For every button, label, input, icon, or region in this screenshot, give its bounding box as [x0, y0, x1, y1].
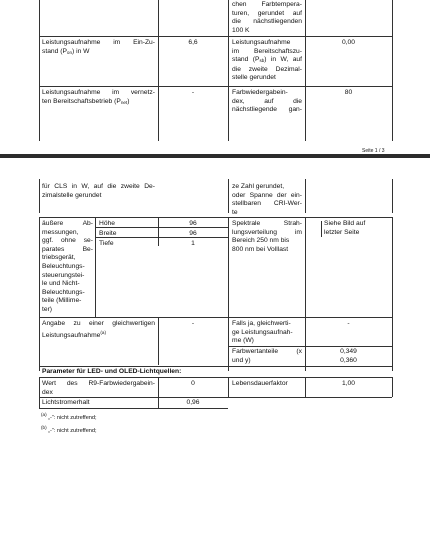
- table-line: [39, 397, 392, 398]
- footnotes: [41, 410, 97, 436]
- on-power-value: 6,6: [188, 39, 198, 46]
- dim-width-label: Breite: [99, 230, 117, 237]
- chromaticity-values: 0,349 0,360: [340, 348, 357, 364]
- table-line: [392, 377, 393, 397]
- chromaticity-label: Farbwertanteile (x und y): [232, 348, 302, 364]
- dim-depth-value: 1: [191, 240, 195, 247]
- table-line: [228, 346, 392, 347]
- on-power-label: Leistungsaufnahme im Ein-Zu- stand $(P_{on})$ in W: [42, 39, 155, 55]
- table-line: [392, 0, 393, 141]
- table-line: [95, 217, 96, 317]
- page-separator: [0, 154, 430, 158]
- footnote: $^{(b)}$ „-“: nicht zutreffend;: [41, 425, 97, 434]
- table-line: [305, 0, 306, 141]
- standby-power-label: Leistungsaufnahme im Bereitschaftszu- stand $(P_{sb})$ in W, auf die zweite Dezimal- stelle gerundet: [232, 39, 302, 82]
- table-line: [392, 179, 393, 213]
- table-line: [228, 0, 229, 141]
- equivalent-power-value: -: [191, 320, 195, 327]
- table-line: [39, 217, 40, 371]
- networked-standby-label: Leistungsaufnahme im vernetz- ten Bereitschaftsbetrieb $(P_{net})$: [42, 89, 155, 105]
- lumen-maintenance-label: Lichtstromerhalt: [42, 399, 90, 406]
- table-line: [392, 217, 393, 317]
- cursor-mark: [321, 221, 322, 237]
- table-line: [158, 0, 159, 141]
- table-line: [305, 217, 306, 317]
- dim-height-label: Höhe: [99, 220, 115, 227]
- survival-factor-value: 1,00: [341, 380, 356, 387]
- table-line: [39, 0, 40, 141]
- dim-width-value: 96: [189, 230, 197, 237]
- dim-height-value: 96: [189, 220, 197, 227]
- table-line: [39, 377, 392, 378]
- standby-power-value: 0,00: [341, 39, 356, 46]
- cri-value: 80: [344, 89, 353, 96]
- networked-standby-value: -: [191, 89, 195, 96]
- color-temp-text: chen Farbtempera- turen, gerundet auf die nächstliegenden 100 K: [232, 1, 302, 34]
- table-line: [39, 408, 228, 409]
- table-line: [39, 179, 40, 213]
- equivalent-power-label: Angabe zu einer gleichwertigen Leistungsaufnahme$^{(a)}$: [42, 320, 155, 339]
- r9-label: Wert des R9-Farbwiedergabein- dex: [42, 380, 155, 396]
- table-line: [39, 86, 392, 87]
- table-line: [39, 377, 40, 408]
- dim-depth-label: Tiefe: [99, 240, 114, 247]
- table-line: [39, 217, 392, 218]
- table-line: [228, 317, 229, 371]
- table-line: [228, 217, 229, 317]
- table-line: [39, 366, 392, 367]
- equivalent-yes-label: Falls ja, gleichwerti- ge Leistungsaufnah- me (W): [232, 320, 293, 345]
- page-number: Seite 1 / 3: [362, 148, 385, 154]
- dimensions-label: äußere Ab- messungen, ggf. ohne se- parates Be- triebsgerät, Beleuchtungs- steuerungstei- le und Nicht- Beleuchtungs- teile (Millime- ter): [42, 220, 93, 313]
- cri-label: Farbwiedergabein- dex, auf die nächstliegende gan-: [232, 89, 302, 114]
- r9-value: 0: [191, 380, 195, 387]
- equivalent-yes-value: -: [347, 320, 350, 327]
- table-line: [39, 36, 392, 37]
- table-line: [228, 179, 229, 213]
- lumen-maintenance-value: 0,96: [186, 399, 200, 406]
- survival-factor-label: Lebensdauerfaktor: [232, 380, 288, 387]
- footnote: $^{(a)}$ „-“: nicht zutreffend;: [41, 412, 97, 421]
- table-line: [39, 317, 392, 318]
- table-line: [228, 377, 229, 397]
- cri-continued: ze Zahl gerundet, oder Spanne der ein- stellbaren CRI-Wer- te: [232, 183, 302, 216]
- table-line: [392, 317, 393, 371]
- led-parameters-header: Parameter für LED- und OLED-Lichtquellen:: [42, 368, 182, 375]
- spectral-value: Siehe Bild auf letzter Seite: [324, 220, 366, 236]
- table-line: [305, 179, 306, 213]
- spectral-label: Spektrale Strah- lungsverteilung im Bereich 250 nm bis 800 nm bei Volllast: [232, 220, 302, 253]
- cls-power-label: für CLS in W, auf die zweite De- zimalstelle gerundet: [42, 183, 155, 199]
